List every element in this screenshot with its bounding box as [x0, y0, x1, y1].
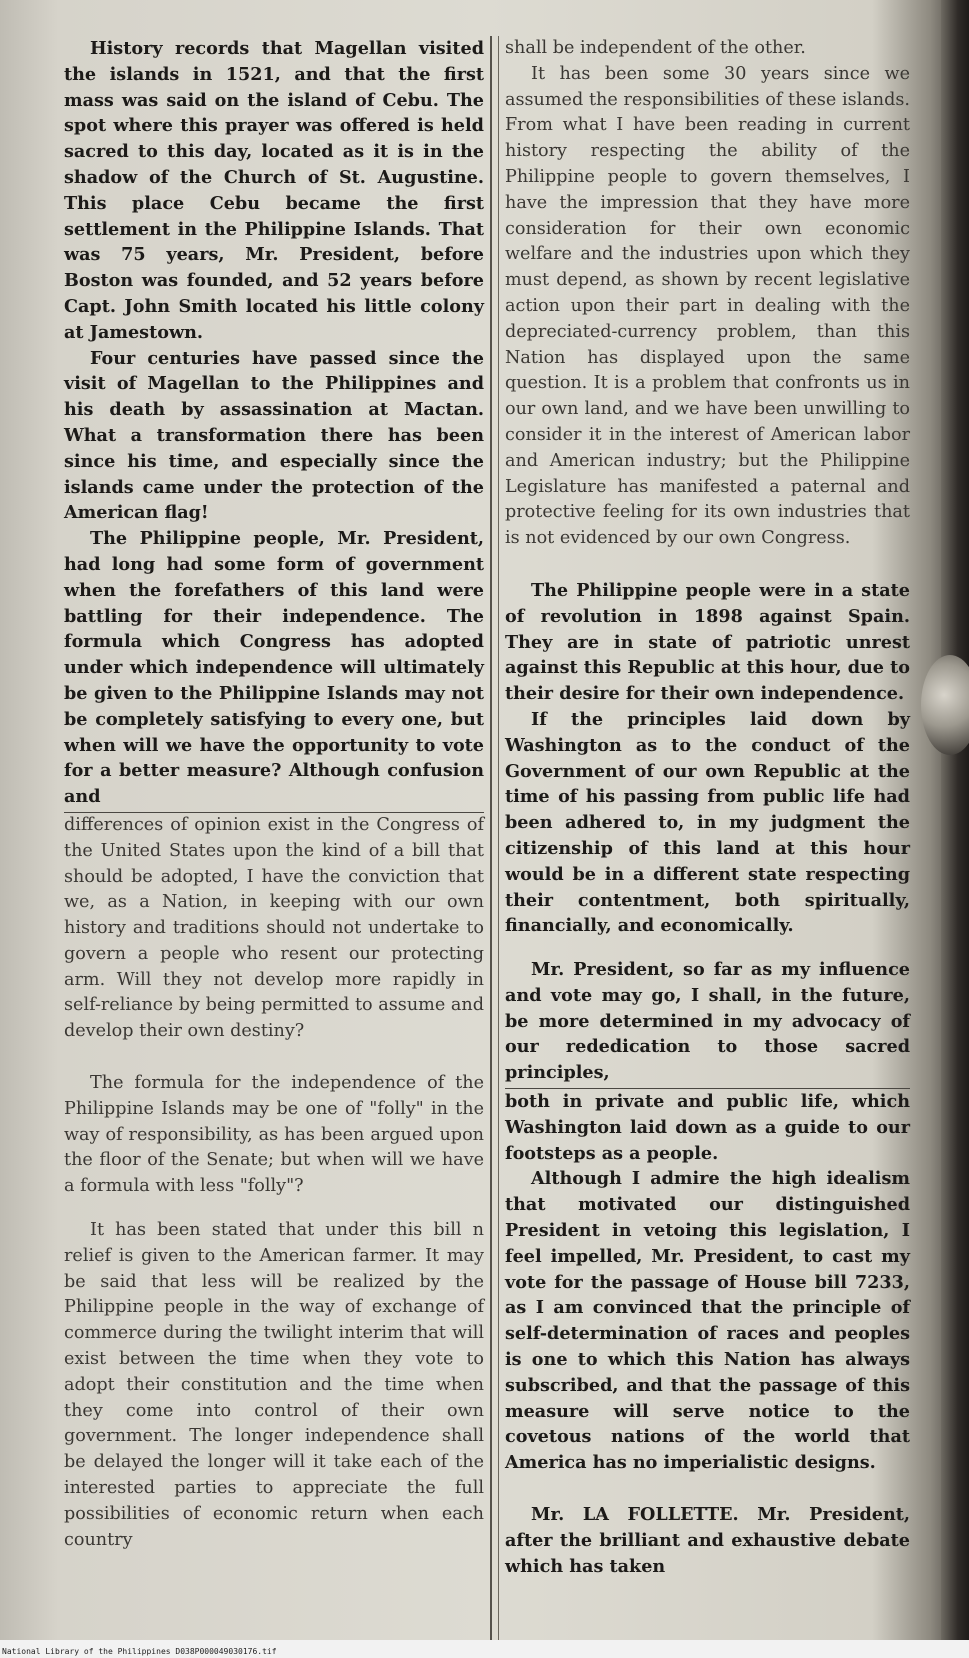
paragraph-revolution-1898: The Philippine people were in a state of revolution in 1898 against Spain. They are in state of patriotic unrest against this Republic at this hour, due to their desire for their own independence.: [505, 579, 910, 705]
paragraph-independent-other: shall be independent of the other.: [505, 38, 806, 58]
speaker-text: Mr. President, after the brilliant and exhaustive debate which has taken: [505, 1504, 910, 1577]
paragraph-relief-farmer: It has been stated that under this bill n relief is given to the American farmer. It may be said that less will be realized by the Philippine people in the way of exchange of commerce during the twilight interim that will exist between the time when they vote to adopt their constitution and the time when they come into control of their own government. The longer independence shall be delayed the longer will it take each of the interested parties to appreciate the full possibilities of economic return when each country: [64, 1220, 484, 1550]
paragraph-washington-principles: If the principles laid down by Washington as to the conduct of the Government of our own Republic at the time of his passing from public life had been adhered to, in my judgment the citizenship of this land at this hour would be in a different state respecting their contentment, both spiritually, financially, and economically.: [505, 708, 910, 937]
paragraph-admire-idealism: Although I admire the high idealism that motivated our distinguished President in vetoing this legislation, I feel impelled, Mr. President, to cast my vote for the passage of House bill 7233, as I am convinced that the principle of self-determination of races and peoples is one to which this Nation has always subscribed, and that the passage of this measure will serve notice to the covetous nations of the world that America has no imperialistic designs.: [505, 1168, 910, 1474]
binder-edge: [941, 0, 969, 1640]
paragraph-philippine-government: The Philippine people, Mr. President, had long had some form of government when the forefathers of this land were battling for their independence. The formula which Congress has adopted under which independence will ultimately be given to the Philippine Islands may not be completely satisfying to every one, but when will we have the opportunity to vote for a better measure? Although confusion and: [64, 528, 484, 808]
paragraph-magellan-history: History records that Magellan visited the islands in 1521, and that the first mass was said on the island of Cebu. The spot where this prayer was offered is held sacred to this day, located as it is in the shadow of the Church of St. Augustine. This place Cebu became the first settlement in the Philippine Islands. That was 75 years, Mr. President, before Boston was founded, and 52 years before Capt. John Smith located his little colony at Jamestown.: [64, 38, 484, 343]
paragraph-four-centuries: Four centuries have passed since the visit of Magellan to the Philippines and his death by assassination at Mactan. What a transformation there has been since his time, and especially since the islands came under the protection of the American flag!: [64, 347, 484, 524]
left-column: [64, 36, 492, 1641]
speaker-name: Mr. LA FOLLETTE.: [531, 1504, 739, 1526]
paragraph-la-follette: [505, 1502, 910, 1579]
paragraph-congress-differences: differences of opinion exist in the Congress of the United States upon the kind of a bill that should be adopted, I have the conviction that we, as a Nation, in keeping with our own history and traditions should not undertake to govern a people who resent our protecting arm. Will they not develop more rapidly in self-reliance by being permitted to assume and develop their own destiny?: [64, 814, 484, 1042]
paragraph-public-life: both in private and public life, which Washington laid down as a guide to our footsteps as a people.: [505, 1091, 910, 1164]
footer-credit: National Library of the Philippines D038P000049030176.tif: [2, 1647, 277, 1656]
paragraph-responsibilities: It has been some 30 years since we assumed the responsibilities of these islands. From what I have been reading in current history respecting the ability of the Philippine people to govern themselves, I have the impression that they have more consideration for their own economic welfare and the industries upon which they must depend, as shown by recent legislative action upon their part in dealing with the depreciated-currency problem, than this Nation has displayed upon the same question. It is a problem that confronts us in our own land, and we have been unwilling to consider it in the interest of American labor and American industry; but the Philippine Legislature has manifested a paternal and protective feeling for its own industries that is not evidenced by our own Congress.: [505, 63, 910, 549]
footer-bar: [0, 1640, 969, 1658]
right-column: [498, 36, 910, 1641]
paragraph-formula-folly: The formula for the independence of the Philippine Islands may be one of "folly" in the way of responsibility, as has been argued upon the floor of the Senate; but when will we have a formula with less "folly"?: [64, 1073, 484, 1197]
paragraph-rededication: Mr. President, so far as my influence and vote may go, I shall, in the future, be more determined in my advocacy of our rededication to those sacred principles,: [505, 959, 910, 1084]
